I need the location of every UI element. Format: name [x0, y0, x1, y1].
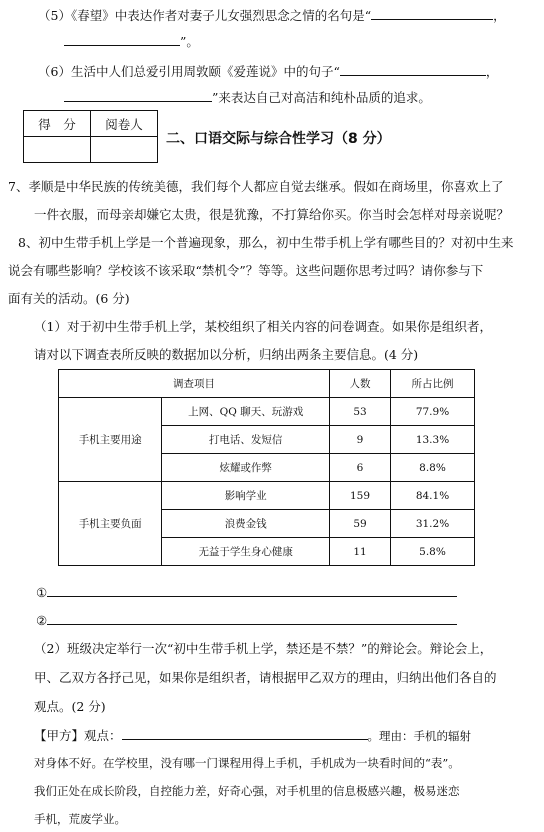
row-ratio: 13.3%	[391, 426, 475, 454]
q7-line2: 一件衣服，而母亲却嫌它太贵，很是犹豫，不打算给你买。你当时会怎样对母亲说呢？	[34, 207, 510, 222]
group-label-usage: 手机主要用途	[59, 398, 162, 482]
row-item: 浪费金钱	[162, 510, 330, 538]
jia-label: 【甲方】观点：	[34, 728, 122, 743]
q8-2-line2: 甲、乙双方各抒己见，如果你是组织者，请根据甲乙双方的理由，归纳出他们各自的	[34, 670, 497, 685]
row-count: 59	[330, 510, 391, 538]
row-count: 9	[330, 426, 391, 454]
q6-prompt: （6）生活中人们总爱引用周敦颐《爱莲说》中的句子“	[38, 64, 340, 79]
table-row	[59, 482, 475, 510]
q7-line1: 7、孝顺是中华民族的传统美德，我们每个人都应自觉去继承。假如在商场里，你喜欢上了	[8, 179, 504, 194]
row-item: 影响学业	[162, 482, 330, 510]
survey-table	[58, 369, 475, 566]
q8-2-line3: 观点。(2 分)	[34, 699, 106, 714]
q5-line1	[38, 6, 506, 24]
q6-line2	[64, 88, 431, 106]
score-box	[23, 110, 158, 163]
header-count: 人数	[330, 370, 391, 398]
q6-end: ”来表达自己对高洁和纯朴品质的追求。	[212, 90, 431, 105]
jia-line2: 对身体不好。在学校里，没有哪一门课程用得上手机，手机成为一块看时间的“表”。	[34, 756, 460, 770]
row-count: 11	[330, 538, 391, 566]
group-label-negative: 手机主要负面	[59, 482, 162, 566]
q5-line2	[64, 32, 199, 50]
row-item: 上网、QQ 聊天、玩游戏	[162, 398, 330, 426]
grader-header: 阅卷人	[91, 111, 158, 137]
q8-line2: 说会有哪些影响？学校该不该采取“禁机令”？等等。这些问题你思考过吗？请你参与下	[8, 263, 484, 278]
q8-line1: 8、初中生带手机上学是一个普遍现象，那么，初中生带手机上学有哪些目的？对初中生来	[18, 235, 514, 250]
row-count: 6	[330, 454, 391, 482]
q8-2-line1: （2）班级决定举行一次“初中生带手机上学，禁还是不禁？”的辩论会。辩论会上，	[34, 641, 493, 656]
q5-comma: ，	[493, 8, 506, 23]
score-cell[interactable]	[24, 137, 91, 163]
section-2-title: 二、口语交际与综合性学习（8 分）	[166, 131, 391, 147]
row-ratio: 31.2%	[391, 510, 475, 538]
row-ratio: 5.8%	[391, 538, 475, 566]
row-count: 53	[330, 398, 391, 426]
row-count: 159	[330, 482, 391, 510]
jia-reason-start: 。理由：手机的辐射	[367, 729, 472, 743]
row-item: 打电话、发短信	[162, 426, 330, 454]
header-item: 调查项目	[59, 370, 330, 398]
q5-prompt: （5）《春望》中表达作者对妻子儿女强烈思念之情的名句是“	[38, 8, 372, 23]
q5-end: ”。	[180, 34, 199, 49]
jia-line1	[34, 726, 471, 744]
q6-comma: ，	[485, 64, 499, 79]
jia-view-blank[interactable]	[122, 726, 368, 740]
q5-blank-1[interactable]	[371, 6, 493, 20]
survey-header-row	[59, 370, 475, 398]
q8-1-line1: （1）对于初中生带手机上学，某校组织了相关内容的问卷调查。如果你是组织者，	[34, 319, 492, 334]
answer-line-1	[36, 583, 457, 600]
answer-blank-1[interactable]	[47, 583, 457, 597]
q6-blank-1[interactable]	[340, 62, 486, 76]
row-item: 无益于学生身心健康	[162, 538, 330, 566]
row-item: 炫耀或作弊	[162, 454, 330, 482]
grader-cell[interactable]	[91, 137, 158, 163]
q5-blank-2[interactable]	[64, 32, 180, 46]
q8-line3: 面有关的活动。(6 分)	[8, 291, 130, 306]
header-ratio: 所占比例	[391, 370, 475, 398]
answer-marker-1: ①	[36, 585, 48, 600]
answer-marker-2: ②	[36, 613, 48, 628]
answer-line-2	[36, 611, 457, 628]
score-header: 得 分	[24, 111, 91, 137]
q6-blank-2[interactable]	[64, 88, 212, 102]
row-ratio: 84.1%	[391, 482, 475, 510]
row-ratio: 77.9%	[391, 398, 475, 426]
q8-1-line2: 请对以下调查表所反映的数据加以分析，归纳出两条主要信息。(4 分)	[34, 347, 419, 362]
row-ratio: 8.8%	[391, 454, 475, 482]
table-row	[59, 398, 475, 426]
answer-blank-2[interactable]	[47, 611, 457, 625]
jia-line4: 手机，荒废学业。	[34, 812, 126, 826]
q6-line1	[38, 62, 498, 80]
jia-line3: 我们正处在成长阶段，自控能力差，好奇心强，对手机里的信息极感兴趣，极易迷恋	[34, 784, 460, 798]
